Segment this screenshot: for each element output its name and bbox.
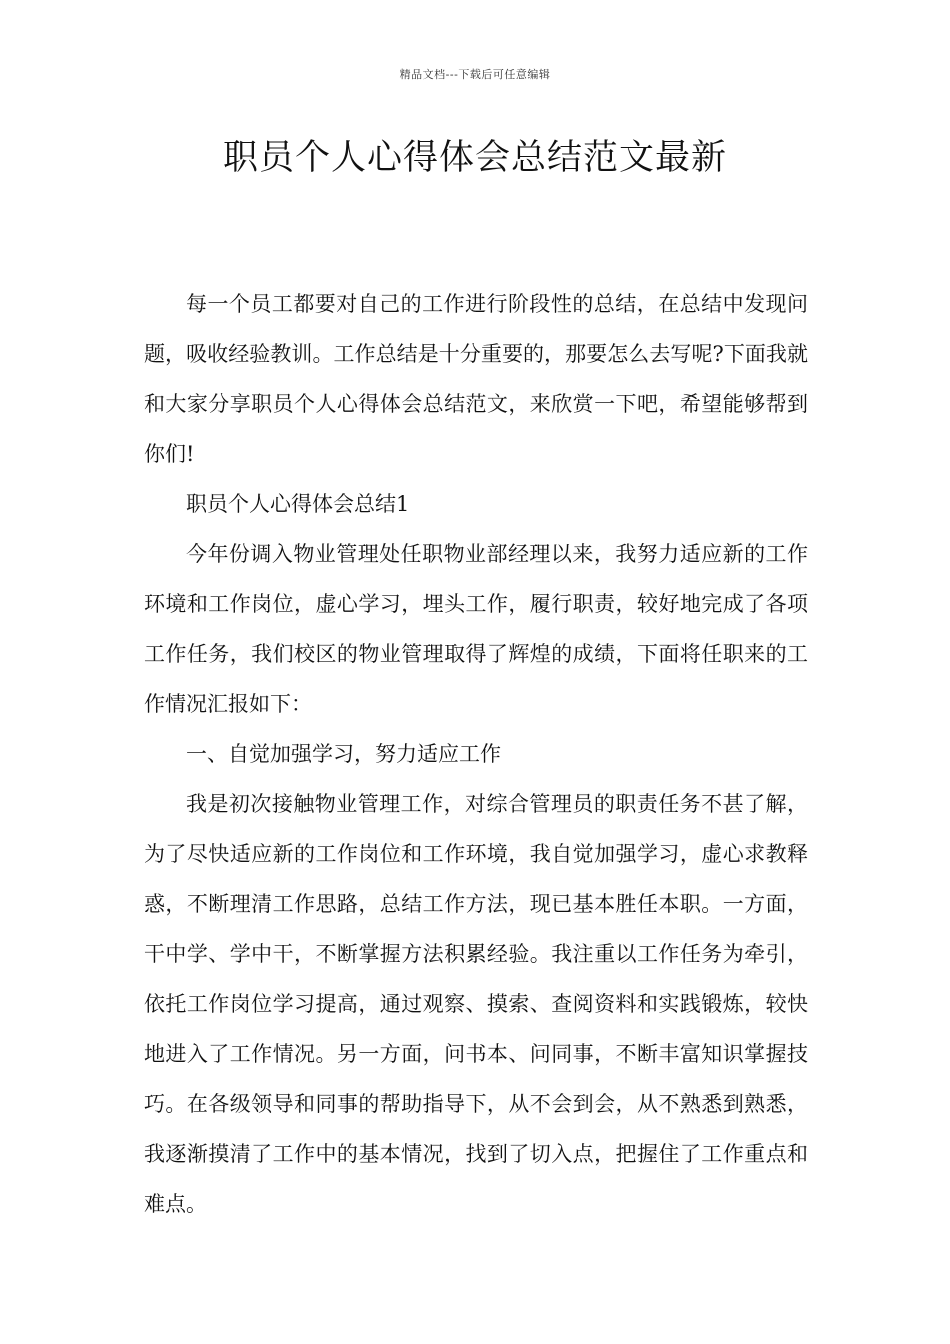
document-body — [144, 279, 808, 1229]
section-heading: 职员个人心得体会总结1 — [186, 492, 410, 516]
header-note: 精品文档---下载后可任意编辑 — [399, 68, 551, 81]
intro-paragraph: 每一个员工都要对自己的工作进行阶段性的总结，在总结中发现问题，吸收经验教训。工作总结是十分重要的，那要怎么去写呢?下面我就和大家分享职员个人心得体会总结范文，来欣赏一下吧，希望能够帮到你们! — [144, 292, 808, 466]
body-paragraph: 我是初次接触物业管理工作，对综合管理员的职责任务不甚了解，为了尽快适应新的工作岗位和工作环境，我自觉加强学习，虚心求教释惑，不断理清工作思路，总结工作方法，现已基本胜任本职。一方面，干中学、学中干，不断掌握方法积累经验。我注重以工作任务为牵引，依托工作岗位学习提高，通过观察、摸索、查阅资料和实践锻炼，较快地进入了工作情况。另一方面，问书本、问同事，不断丰富知识掌握技巧。在各级领导和同事的帮助指导下，从不会到会，从不熟悉到熟悉，我逐渐摸清了工作中的基本情况，找到了切入点，把握住了工作重点和难点。 — [144, 792, 808, 1216]
subsection-heading: 一、自觉加强学习，努力适应工作 — [186, 742, 501, 766]
body-paragraph: 今年份调入物业管理处任职物业部经理以来，我努力适应新的工作环境和工作岗位，虚心学习，埋头工作，履行职责，较好地完成了各项工作任务，我们校区的物业管理取得了辉煌的成绩，下面将任职来的工作情况汇报如下： — [144, 542, 808, 716]
document-title: 职员个人心得体会总结范文最新 — [222, 138, 727, 178]
